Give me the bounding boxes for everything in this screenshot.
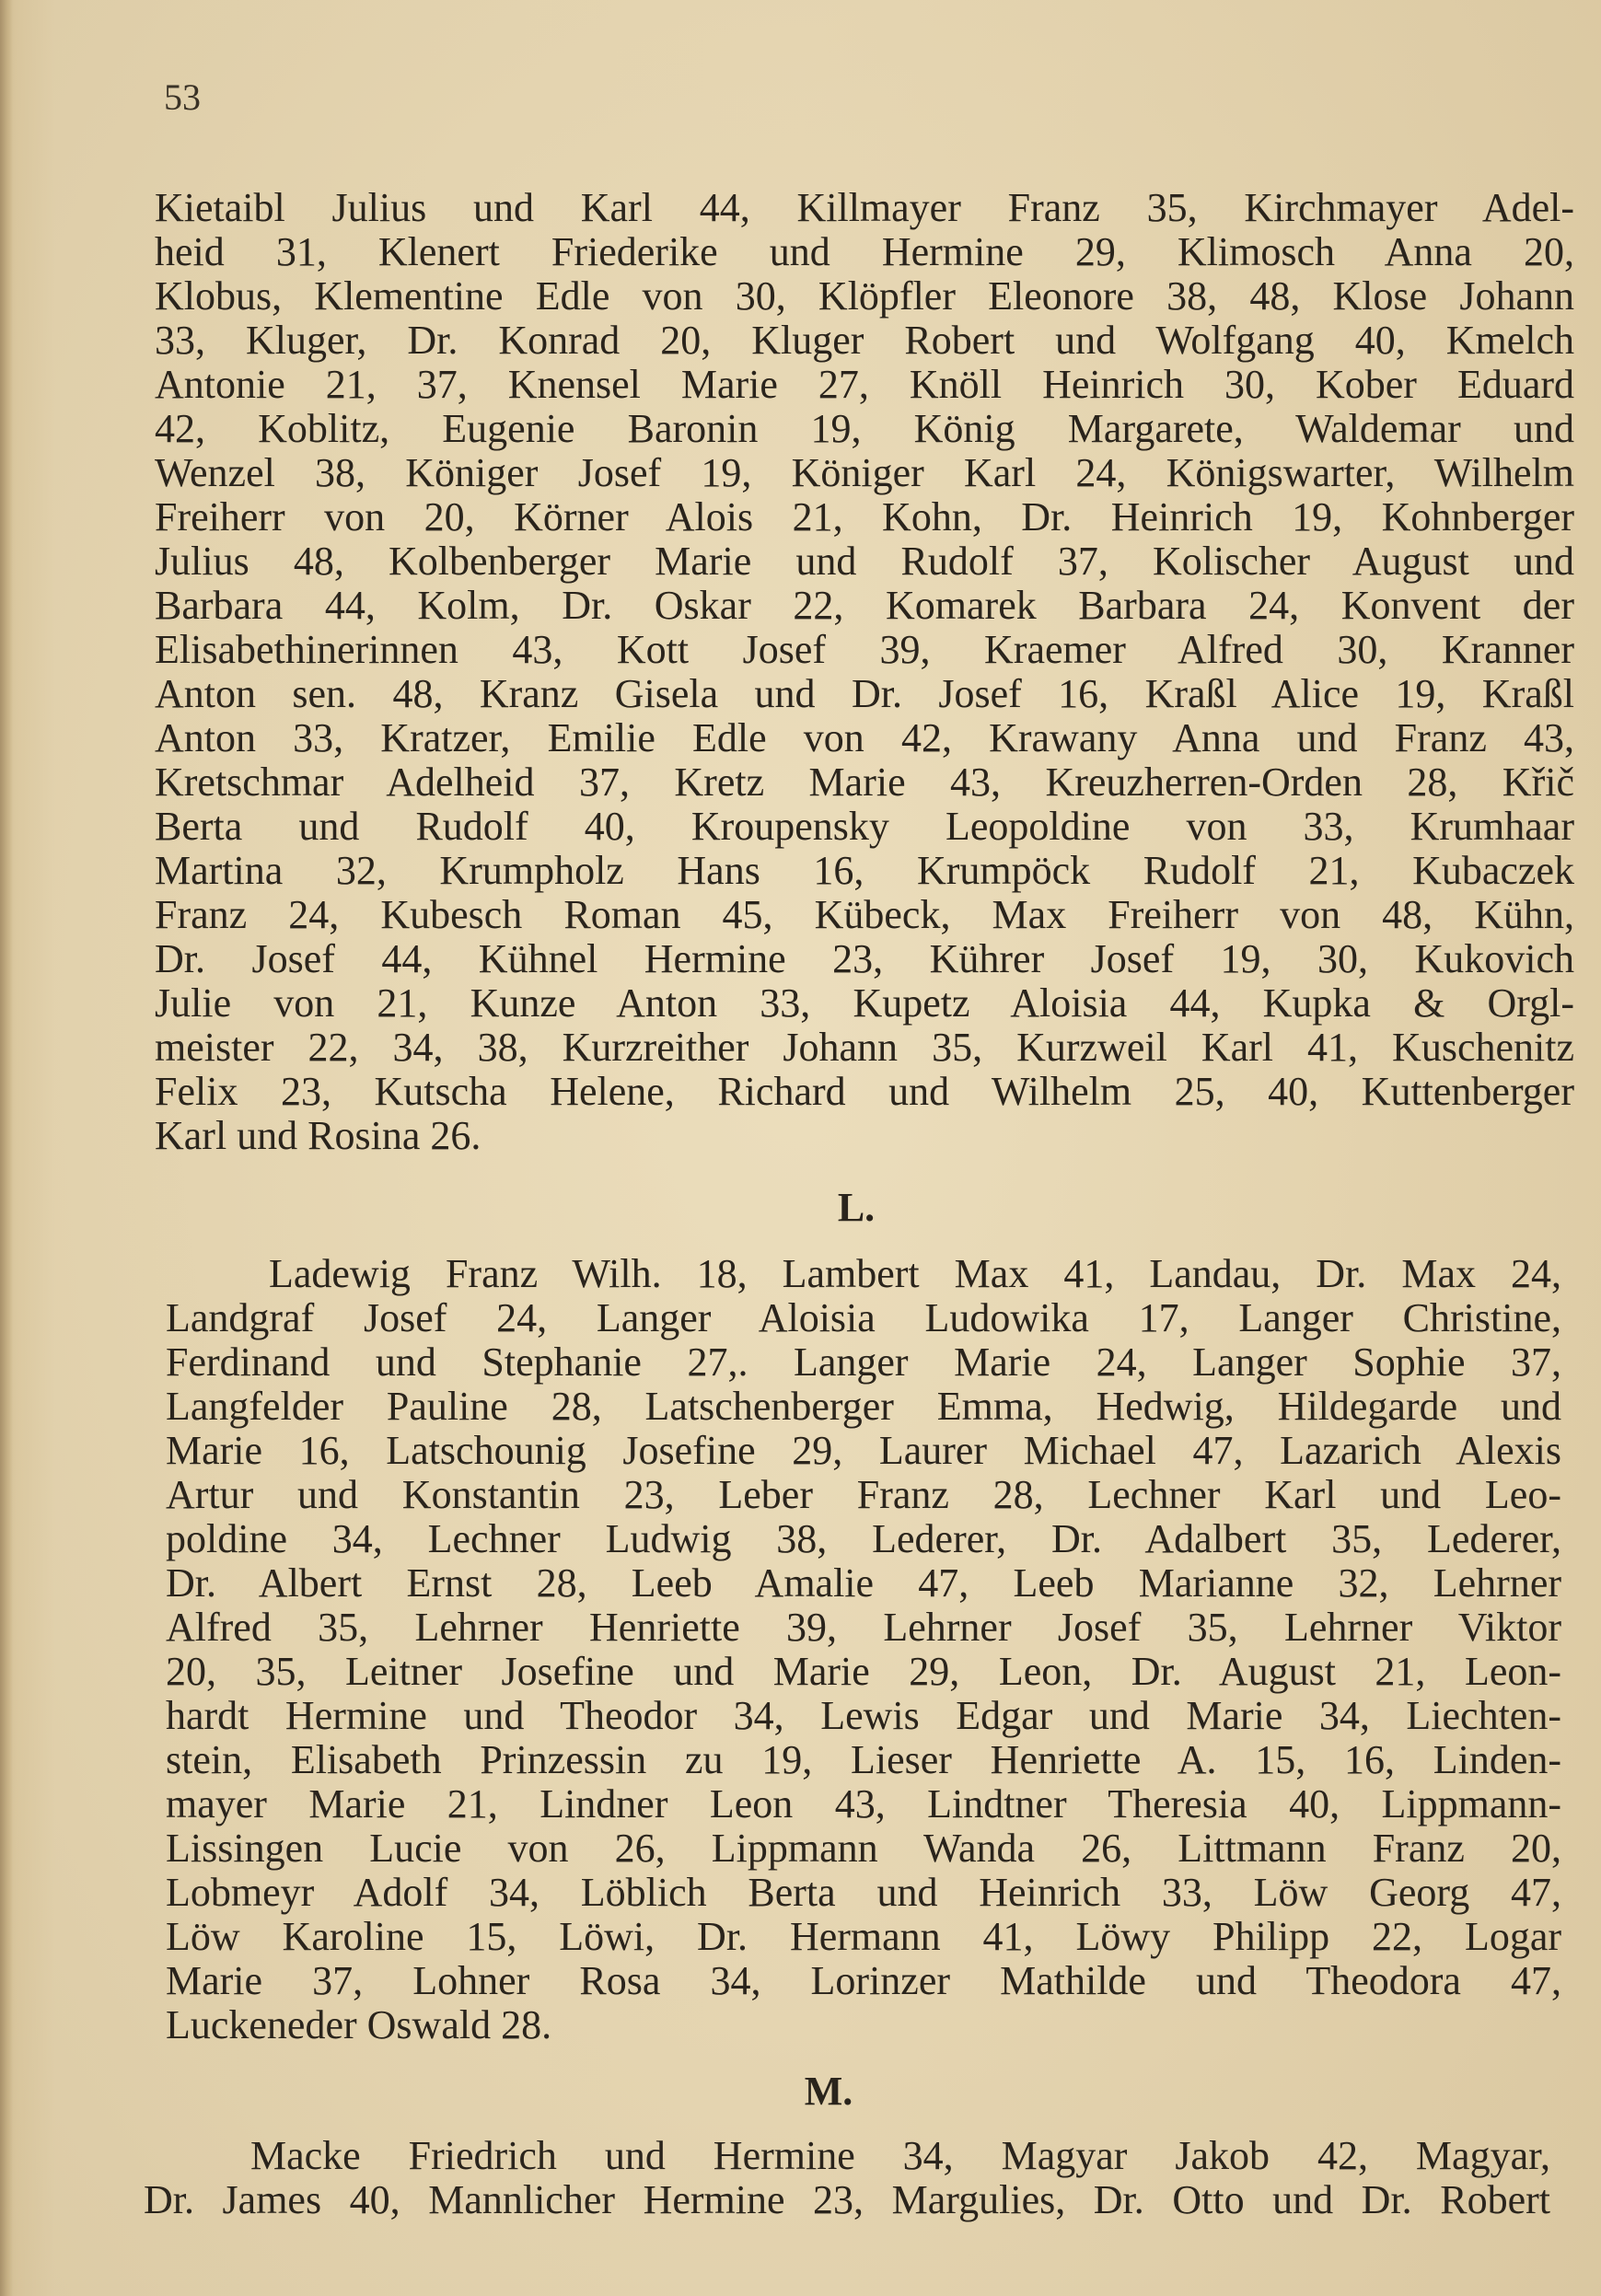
text-line: Löw Karoline 15, Löwi, Dr. Hermann 41, Löwy Philipp 22, Logar xyxy=(166,1914,1561,1959)
text-line: mayer Marie 21, Lindner Leon 43, Lindtner Theresia 40, Lippmann- xyxy=(166,1781,1561,1826)
text-line: Alfred 35, Lehrner Henriette 39, Lehrner Josef 35, Lehrner Viktor xyxy=(166,1605,1561,1650)
text-line: Dr. Josef 44, Kühnel Hermine 23, Kührer Josef 19, 30, Kukovich xyxy=(155,936,1574,981)
text-line: Elisabethinerinnen 43, Kott Josef 39, Kraemer Alfred 30, Kranner xyxy=(155,627,1574,672)
text-line: Antonie 21, 37, Knensel Marie 27, Knöll Heinrich 30, Kober Eduard xyxy=(155,362,1574,407)
page-number: 53 xyxy=(164,76,201,118)
text-line: Landgraf Josef 24, Langer Aloisia Ludowika 17, Langer Christine, xyxy=(166,1295,1561,1340)
text-line: 20, 35, Leitner Josefine und Marie 29, Leon, Dr. August 21, Leon- xyxy=(166,1649,1561,1694)
text-line: Langfelder Pauline 28, Latschenberger Emma, Hedwig, Hildegarde und xyxy=(166,1384,1561,1429)
text-line: Klobus, Klementine Edle von 30, Klöpfler Eleonore 38, 48, Klose Johann xyxy=(155,273,1574,319)
text-line: Berta und Rudolf 40, Kroupensky Leopoldine von 33, Krumhaar xyxy=(155,804,1574,849)
text-line: meister 22, 34, 38, Kurzreither Johann 35, Kurzweil Karl 41, Kuschenitz xyxy=(155,1025,1574,1070)
text-line: poldine 34, Lechner Ludwig 38, Lederer, Dr. Adalbert 35, Lederer, xyxy=(166,1516,1561,1561)
text-line: Felix 23, Kutscha Helene, Richard und Wilhelm 25, 40, Kuttenberger xyxy=(155,1069,1574,1114)
text-line: Julius 48, Kolbenberger Marie und Rudolf 37, Kolischer August und xyxy=(155,539,1574,584)
text-line: Freiherr von 20, Körner Alois 21, Kohn, Dr. Heinrich 19, Kohnberger xyxy=(155,494,1574,539)
text-line: Marie 37, Lohner Rosa 34, Lorinzer Mathilde und Theodora 47, xyxy=(166,1958,1561,2003)
text-line: stein, Elisabeth Prinzessin zu 19, Lieser Henriette A. 15, 16, Linden- xyxy=(166,1737,1561,1782)
text-line: Ferdinand und Stephanie 27,. Langer Marie 24, Langer Sophie 37, xyxy=(166,1339,1561,1385)
text-line: Anton 33, Kratzer, Emilie Edle von 42, Krawany Anna und Franz 43, xyxy=(155,715,1574,760)
text-line: Karl und Rosina 26. xyxy=(155,1113,481,1158)
text-line: Ladewig Franz Wilh. 18, Lambert Max 41, Landau, Dr. Max 24, xyxy=(269,1251,1561,1296)
text-line: Dr. James 40, Mannlicher Hermine 23, Margulies, Dr. Otto und Dr. Robert xyxy=(144,2177,1550,2222)
text-line: Lissingen Lucie von 26, Lippmann Wanda 26, Littmann Franz 20, xyxy=(166,1826,1561,1871)
text-line: heid 31, Klenert Friederike und Hermine 29, Klimosch Anna 20, xyxy=(155,229,1574,274)
text-line: Barbara 44, Kolm, Dr. Oskar 22, Komarek Barbara 24, Konvent der xyxy=(155,583,1574,628)
text-line: Luckeneder Oswald 28. xyxy=(166,2002,552,2047)
text-line: Anton sen. 48, Kranz Gisela und Dr. Josef 16, Kraßl Alice 19, Kraßl xyxy=(155,671,1574,716)
text-line: Artur und Konstantin 23, Leber Franz 28, Lechner Karl und Leo- xyxy=(166,1472,1561,1517)
text-line: Franz 24, Kubesch Roman 45, Kübeck, Max Freiherr von 48, Kühn, xyxy=(155,892,1574,937)
text-line: Lobmeyr Adolf 34, Löblich Berta und Heinrich 33, Löw Georg 47, xyxy=(166,1870,1561,1915)
text-line: 42, Koblitz, Eugenie Baronin 19, König Margarete, Waldemar und xyxy=(155,406,1574,451)
text-line: Kietaibl Julius und Karl 44, Killmayer Franz 35, Kirchmayer Adel- xyxy=(155,185,1574,230)
text-line: Macke Friedrich und Hermine 34, Magyar Jakob 42, Magyar, xyxy=(250,2133,1550,2178)
text-line: Julie von 21, Kunze Anton 33, Kupetz Aloisia 44, Kupka & Orgl- xyxy=(155,980,1574,1026)
text-line: 33, Kluger, Dr. Konrad 20, Kluger Robert und Wolfgang 40, Kmelch xyxy=(155,318,1574,363)
text-line: Marie 16, Latschounig Josefine 29, Laurer Michael 47, Lazarich Alexis xyxy=(166,1428,1561,1473)
text-line: Dr. Albert Ernst 28, Leeb Amalie 47, Leeb Marianne 32, Lehrner xyxy=(166,1560,1561,1606)
page-binding-edge xyxy=(0,0,13,2296)
text-line: Martina 32, Krumpholz Hans 16, Krumpöck Rudolf 21, Kubaczek xyxy=(155,848,1574,893)
section-heading-l: L. xyxy=(837,1185,876,1230)
text-line: hardt Hermine und Theodor 34, Lewis Edgar und Marie 34, Liechten- xyxy=(166,1693,1561,1738)
text-line: Kretschmar Adelheid 37, Kretz Marie 43, Kreuzherren-Orden 28, Křič xyxy=(155,760,1574,805)
section-heading-m: M. xyxy=(804,2069,853,2114)
text-line: Wenzel 38, Königer Josef 19, Königer Karl 24, Königswarter, Wilhelm xyxy=(155,450,1574,495)
